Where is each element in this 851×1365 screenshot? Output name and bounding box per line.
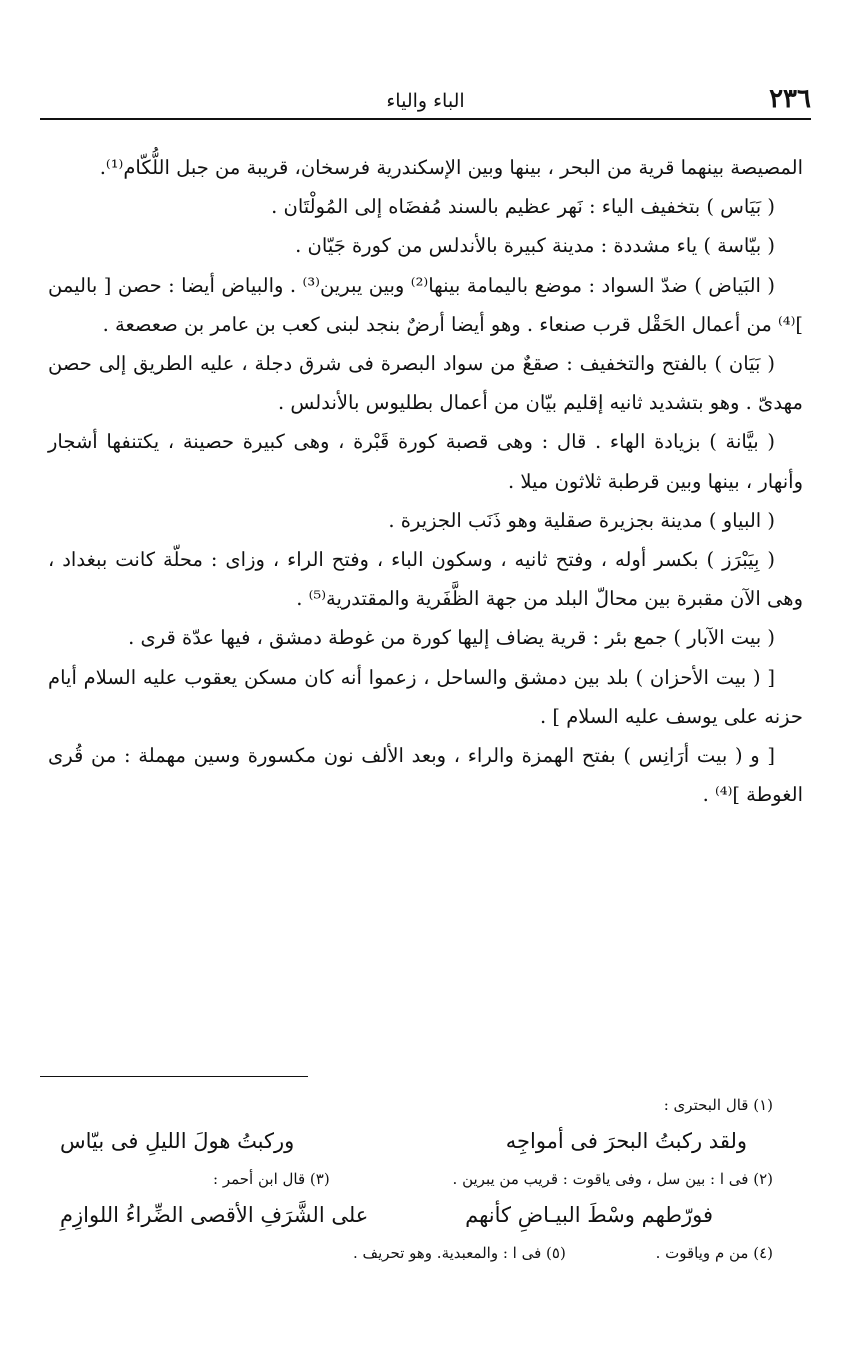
- page-number: ٢٣٦: [769, 84, 811, 114]
- footnotes: [60, 1090, 773, 1268]
- entry-biyabraz: ( بِيَبْرَز ) بكسر أوله ، وفتح ثانيه ، وسكون الباء ، وفتح الراء ، وزاى : محلّة كانت ببغداد ، وهى الآن مقبرة بين محالّ البلد من جهة الظَّفَرية والمقتدرية⁽⁵⁾ .: [48, 548, 803, 611]
- entry-albayad: ( البَياض ) ضدّ السواد : موضع باليمامة بينها⁽²⁾ وبين يبرين⁽³⁾ . والبياض أيضا : حصن [ باليمن ]⁽⁴⁾ من أعمال الحَقْل قرب صنعاء . وهو أيضا أرضٌ بنجد لبنى كعب بن عامر بن صعصعة .: [48, 273, 803, 336]
- footnote-row-4-5: [353, 1238, 773, 1268]
- footnote-3: (٣) قال ابن أحمر :: [213, 1170, 330, 1188]
- verse-buhturi: [60, 1122, 773, 1160]
- footnote-5: (٥) فى ا : والمعبدية. وهو تحريف .: [353, 1244, 566, 1262]
- entry-bayas: ( بَيَاس ) بتخفيف الياء : نَهر عظيم بالسند مُفضَاه إلى المُولْتَان .: [271, 195, 775, 219]
- footnote-1-label: (١) قال البحترى :: [663, 1096, 773, 1114]
- entry-bayt-aranis: [ و ( بيت أرَانِس ) بفتح الهمزة والراء ، وبعد الألف نون مكسورة وسين مهملة : من قُرى الغوطة ]⁽⁴⁾ .: [48, 744, 803, 807]
- verse-ibn-ahmar: [60, 1196, 773, 1234]
- verse-hemistich-left: وركبتُ هولَ الليلِ فى بيّاس: [60, 1129, 295, 1153]
- entry-albayaw: ( البياو ) مدينة بجزيرة صقلية وهو ذَنَب الجزيرة .: [388, 508, 775, 532]
- paragraph-continuation: المصيصة بينهما قرية من البحر ، بينها وبين الإسكندرية فرسخان، قريبة من جبل اللُّكّام⁽¹⁾.: [99, 156, 803, 179]
- entry-bayyana: ( بيَّانة ) بزيادة الهاء . قال : وهى قصبة كورة قَبْرة ، وهى كبيرة حصينة ، يكتنفها أشجار وأنهار ، بينها وبين قرطبة ثلاثون ميلا .: [48, 430, 803, 493]
- entry-bayt-alahzan: [ ( بيت الأحزان ) بلد بين دمشق والساحل ، زعموا أنه كان مسكن يعقوب عليه السلام أيام حزنه على يوسف عليه السلام ] .: [48, 665, 803, 728]
- verse-hemistich-left: على الشَّرَفِ الأقصى الضِّراءُ اللوازِمِ: [60, 1203, 369, 1227]
- verse-hemistich-right: ولقد ركبتُ البحرَ فى أمواجِه: [505, 1129, 747, 1153]
- verse-hemistich-right: فورّطهم وسْطَ البيـاضِ كأنهم: [465, 1203, 713, 1227]
- page-header: [40, 82, 811, 120]
- footnote-2: (٢) فى ا : بين سل ، وفى ياقوت : قريب من يبرين .: [452, 1170, 773, 1188]
- running-title: الباء والياء: [386, 90, 465, 112]
- footnote-divider: [40, 1076, 308, 1077]
- entry-bayyasa: ( بيّاسة ) ياء مشددة : مدينة كبيرة بالأندلس من كورة جَيّان .: [295, 234, 775, 258]
- footnote-row-2-3: [213, 1164, 773, 1194]
- entry-bayt-alabar: ( بيت الآبار ) جمع بئر : قرية يضاف إليها كورة من غوطة دمشق ، فيها عدّة قرى .: [128, 626, 775, 650]
- footnote-4: (٤) من م وياقوت .: [655, 1244, 773, 1262]
- body-text: [48, 148, 803, 814]
- entry-bayan: ( بَيَان ) بالفتح والتخفيف : صقعٌ من سواد البصرة فى شرق دجلة ، عليه الطريق إلى حصن مهدىّ . وهو بتشديد ثانيه إقليم بيّان من أعمال بطليوس بالأندلس .: [48, 352, 803, 415]
